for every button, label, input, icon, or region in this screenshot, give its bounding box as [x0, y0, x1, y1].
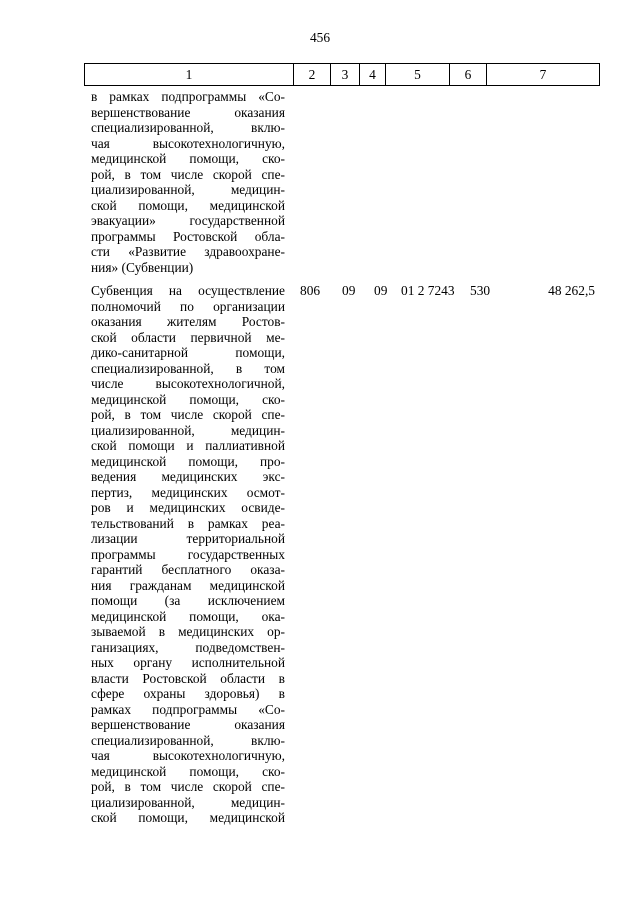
description-line: специализированной, вклю-	[91, 120, 285, 135]
cell-subsection: 09	[374, 283, 388, 298]
description-line: циализированной, медицин-	[91, 794, 285, 810]
cell-expense-type: 530	[470, 283, 491, 298]
description-line: специализированной, в том	[91, 360, 285, 376]
description-line: программы государственных	[91, 546, 285, 562]
header-col-2: 2	[293, 64, 330, 85]
description-line: ской области первичной ме-	[91, 329, 285, 345]
description-line: эвакуации» государственной	[91, 213, 285, 228]
cell-target-article: 01 2 7243	[401, 283, 455, 298]
description-line: тельствований в рамках реа-	[91, 515, 285, 531]
header-col-1: 1	[185, 67, 193, 82]
row-description	[91, 89, 285, 275]
description-line: чая высокотехнологичную,	[91, 135, 285, 151]
description-line: специализированной, вклю-	[91, 732, 285, 748]
description-line: лизации территориальной	[91, 531, 285, 546]
description-line: Субвенция на осуществление	[91, 283, 285, 298]
description-line: циализированной, медицин-	[91, 182, 285, 197]
description-line: ния» (Субвенции)	[91, 259, 194, 275]
description-line: полномочий по организации	[91, 298, 285, 314]
header-col-7: 7	[486, 64, 599, 85]
description-line: дико-санитарной помощи,	[91, 345, 285, 360]
description-line: ров и медицинских освиде-	[91, 500, 285, 515]
description-line: вершенствование оказания	[91, 717, 285, 732]
description-line: чая высокотехнологичную,	[91, 748, 285, 763]
row-description	[91, 283, 285, 826]
description-line: сфере охраны здоровья) в	[91, 686, 285, 701]
description-line: рамках подпрограммы «Со-	[91, 701, 285, 717]
description-line: рой, в том числе скорой спе-	[91, 779, 285, 794]
description-line: помощи (за исключением	[91, 593, 285, 608]
description-line: медицинской помощи, ско-	[91, 391, 285, 407]
description-line: пертиз, медицинских осмот-	[91, 484, 285, 500]
description-line: ния гражданам медицинской	[91, 577, 285, 593]
description-line: ской помощи, медицинской	[91, 197, 285, 213]
description-line: сти «Развитие здравоохране-	[91, 244, 285, 259]
description-line: в рамках подпрограммы «Со-	[91, 89, 285, 104]
description-line: ской помощи, медицинской	[91, 810, 285, 825]
description-line: ных органу исполнительной	[91, 655, 285, 670]
description-line: ской помощи и паллиативной	[91, 438, 285, 453]
header-col-4: 4	[359, 64, 385, 85]
description-line: ведения медицинских экс-	[91, 469, 285, 484]
header-col-3: 3	[330, 64, 359, 85]
description-line: зываемой в медицинских ор-	[91, 624, 285, 639]
description-line: рой, в том числе скорой спе-	[91, 407, 285, 422]
description-line: медицинской помощи, ско-	[91, 763, 285, 779]
header-col-6: 6	[449, 64, 486, 85]
description-line: рой, в том числе скорой спе-	[91, 166, 285, 182]
description-line: оказания жителям Ростов-	[91, 314, 285, 329]
cell-ministry: 806	[300, 283, 321, 298]
description-line: циализированной, медицин-	[91, 422, 285, 438]
description-line: числе высокотехнологичной,	[91, 376, 285, 391]
table-header-row	[84, 63, 600, 86]
header-col-5: 5	[385, 64, 449, 85]
description-line: медицинской помощи, про-	[91, 453, 285, 469]
description-line: медицинской помощи, ско-	[91, 151, 285, 166]
description-line: медицинской помощи, ока-	[91, 608, 285, 624]
cell-section: 09	[342, 283, 356, 298]
description-line: программы Ростовской обла-	[91, 228, 285, 244]
description-line: гарантий бесплатного оказа-	[91, 562, 285, 577]
page-number: 456	[309, 30, 331, 45]
description-line: вершенствование оказания	[91, 104, 285, 120]
cell-amount: 48 262,5	[548, 283, 595, 298]
description-line: власти Ростовской области в	[91, 670, 285, 686]
description-line: ганизациях, подведомствен-	[91, 639, 285, 655]
